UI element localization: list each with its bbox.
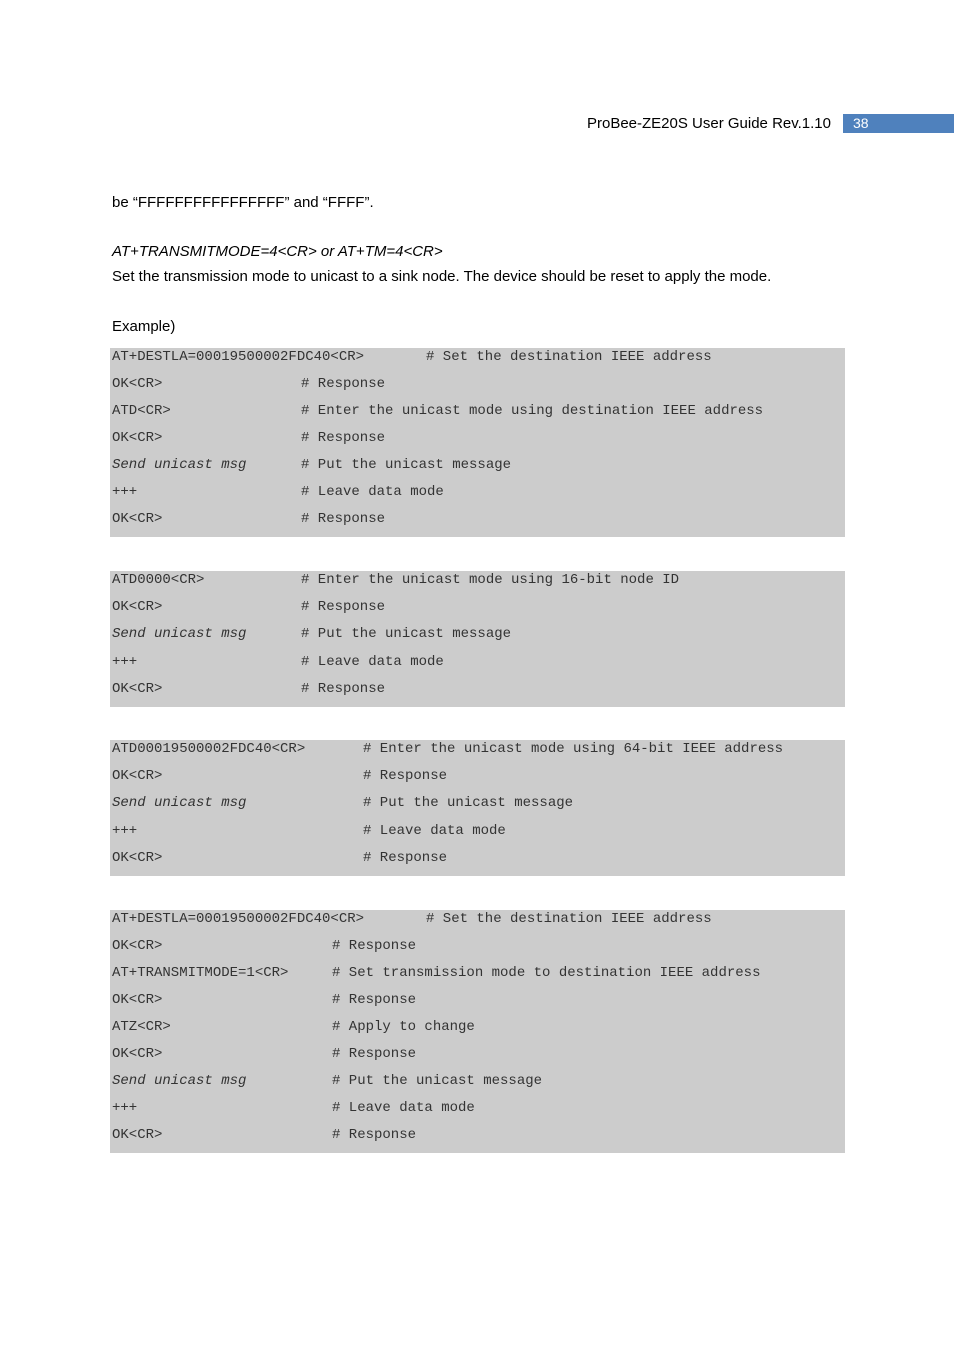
code-command: OK<CR>: [112, 680, 163, 697]
code-line: [110, 402, 845, 429]
code-line: [110, 1099, 845, 1126]
code-comment: # Enter the unicast mode using 64-bit IEEE address: [363, 741, 784, 757]
code-command: OK<CR>: [112, 849, 163, 866]
code-command: ATD00019500002FDC40<CR>: [112, 741, 306, 757]
code-comment: # Leave data mode: [301, 484, 444, 500]
code-line: [110, 849, 845, 876]
code-line: [110, 1045, 845, 1072]
code-comment: # Set transmission mode to destination IEEE address: [332, 965, 761, 981]
code-line: [110, 964, 845, 991]
code-comment: # Set the destination IEEE address: [426, 911, 712, 927]
code-line: [110, 680, 845, 707]
code-command: Send unicast msg: [112, 1073, 247, 1089]
code-command: OK<CR>: [112, 768, 163, 785]
code-command: ATZ<CR>: [112, 1019, 171, 1035]
code-comment: # Leave data mode: [301, 653, 444, 670]
continuation-text: be “FFFFFFFFFFFFFFFF” and “FFFF”.: [112, 194, 374, 211]
code-comment: # Response: [363, 768, 448, 785]
code-command: Send unicast msg: [112, 795, 247, 812]
code-comment: # Response: [332, 1127, 417, 1143]
code-comment: # Leave data mode: [332, 1100, 475, 1116]
document-title: ProBee-ZE20S User Guide Rev.1.10: [586, 115, 831, 132]
code-block-destination-address: [110, 348, 845, 537]
code-line: [110, 937, 845, 964]
code-command: +++: [112, 484, 138, 500]
code-command: Send unicast msg: [112, 626, 247, 643]
code-comment: # Leave data mode: [363, 822, 506, 839]
code-command: +++: [112, 1100, 138, 1116]
code-line: [110, 456, 845, 483]
code-line: [110, 1018, 845, 1045]
example-label: Example): [112, 318, 176, 335]
code-comment: # Set the destination IEEE address: [426, 349, 712, 365]
code-comment: # Response: [363, 849, 448, 866]
code-command: AT+DESTLA=00019500002FDC40<CR>: [112, 349, 365, 365]
code-line: [110, 348, 845, 375]
code-command: OK<CR>: [112, 599, 163, 616]
code-line: [110, 1072, 845, 1099]
code-comment: # Enter the unicast mode using destination IEEE address: [301, 403, 764, 419]
code-comment: # Apply to change: [332, 1019, 475, 1035]
code-command: OK<CR>: [112, 511, 163, 527]
code-command: ATD<CR>: [112, 403, 171, 419]
code-comment: # Response: [301, 599, 386, 616]
code-command: OK<CR>: [112, 1046, 163, 1062]
command-heading: AT+TRANSMITMODE=4<CR> or AT+TM=4<CR>: [112, 243, 443, 260]
code-command: OK<CR>: [112, 938, 163, 954]
code-line: [110, 510, 845, 537]
code-command: AT+TRANSMITMODE=1<CR>: [112, 965, 289, 981]
code-command: Send unicast msg: [112, 457, 247, 473]
code-block-64bit-ieee-address: [110, 740, 845, 876]
code-line: [110, 429, 845, 456]
code-comment: # Put the unicast message: [301, 626, 512, 643]
code-comment: # Put the unicast message: [301, 457, 512, 473]
code-command: OK<CR>: [112, 1127, 163, 1143]
code-command: OK<CR>: [112, 376, 163, 392]
page-number: 38: [843, 114, 954, 133]
code-command: OK<CR>: [112, 430, 163, 446]
code-comment: # Response: [301, 680, 386, 697]
code-line: [110, 991, 845, 1018]
code-command: +++: [112, 653, 138, 670]
code-line: [110, 571, 845, 598]
code-command: AT+DESTLA=00019500002FDC40<CR>: [112, 911, 365, 927]
code-comment: # Put the unicast message: [332, 1073, 543, 1089]
code-command: ATD0000<CR>: [112, 572, 205, 588]
code-comment: # Response: [332, 992, 417, 1008]
code-comment: # Response: [301, 511, 386, 527]
code-line: [110, 625, 845, 652]
code-line: [110, 910, 845, 937]
code-line: [110, 767, 845, 794]
code-line: [110, 1126, 845, 1153]
code-block-transmit-mode: [110, 910, 845, 1153]
code-command: +++: [112, 822, 138, 839]
code-comment: # Enter the unicast mode using 16-bit node ID: [301, 572, 680, 588]
code-line: [110, 653, 845, 680]
page-header: [587, 114, 954, 133]
code-comment: # Response: [301, 430, 386, 446]
code-comment: # Response: [332, 938, 417, 954]
code-block-16bit-node-id: [110, 571, 845, 707]
code-line: [110, 822, 845, 849]
code-comment: # Response: [332, 1046, 417, 1062]
code-line: [110, 375, 845, 402]
code-comment: # Put the unicast message: [363, 795, 574, 812]
code-command: OK<CR>: [112, 992, 163, 1008]
command-description: Set the transmission mode to unicast to a sink node. The device should be reset to apply the mode.: [112, 268, 772, 285]
code-line: [110, 794, 845, 821]
code-line: [110, 598, 845, 625]
code-line: [110, 483, 845, 510]
code-line: [110, 740, 845, 767]
code-comment: # Response: [301, 376, 386, 392]
